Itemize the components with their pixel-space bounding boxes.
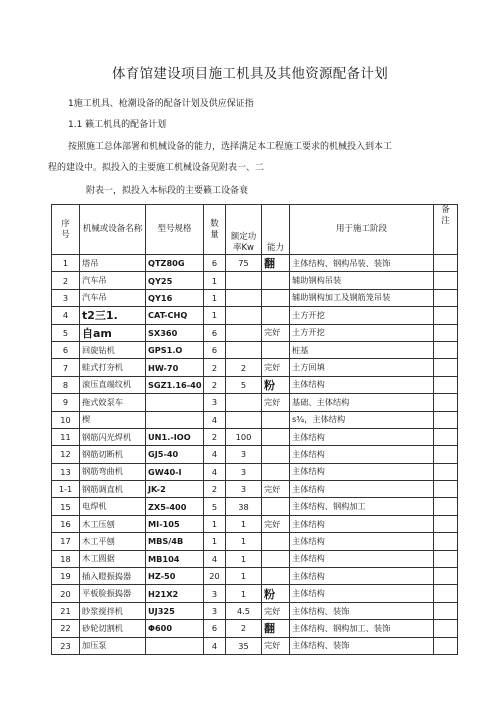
cell-model: QY25 (146, 272, 204, 289)
cell-remark (434, 394, 458, 411)
cell-stage: 主体结构、钢构加工 (290, 498, 434, 515)
header-qty: 数 量 (204, 205, 226, 255)
cell-remark (434, 533, 458, 550)
cell-name: 钢筋闪光焊机 (80, 428, 146, 445)
cell-stage: 桩基 (290, 341, 434, 358)
cell-model: JK-2 (146, 481, 204, 498)
cell-name: 自am (80, 324, 146, 341)
header-power: 额定功 率Kw (226, 205, 262, 255)
cell-capacity (262, 341, 290, 358)
cell-remark (434, 341, 458, 358)
cell-qty: 6 (204, 341, 226, 358)
cell-name: 木工平刨 (80, 533, 146, 550)
cell-name: t2三1. (80, 307, 146, 324)
cell-power (226, 341, 262, 358)
cell-name: 钢筋切断机 (80, 446, 146, 463)
cell-qty: 4 (204, 446, 226, 463)
cell-stage: 基础、主体结构 (290, 394, 434, 411)
cell-stage: 主体结构、钢构加工、装饰 (290, 620, 434, 637)
cell-model: H21X2 (146, 585, 204, 602)
table-row (52, 376, 458, 393)
cell-capacity (262, 289, 290, 306)
cell-seq: 16 (52, 515, 80, 532)
cell-stage: 主体结构 (290, 568, 434, 585)
cell-model (146, 411, 204, 428)
cell-power: 2 (226, 620, 262, 637)
page-title: 体育馆建设项目施工机具及其他资源配备计划 (112, 66, 388, 82)
cell-qty: 4 (204, 637, 226, 654)
cell-qty: 2 (204, 376, 226, 393)
cell-remark (434, 359, 458, 376)
cell-qty: 20 (204, 568, 226, 585)
cell-capacity: 完好 (262, 481, 290, 498)
cell-name: 拖式姣泵车 (80, 394, 146, 411)
cell-seq: 13 (52, 463, 80, 480)
cell-model: MI-105 (146, 515, 204, 532)
equipment-table (51, 204, 458, 655)
table-row (52, 568, 458, 585)
cell-remark (434, 324, 458, 341)
table-row (52, 481, 458, 498)
cell-name: 木工圆据 (80, 550, 146, 567)
cell-seq: 23 (52, 637, 80, 654)
cell-power (226, 307, 262, 324)
cell-capacity: 翻 (262, 255, 290, 272)
section-heading: 1施工机具、枪潮设备的配备计划及供应保证指 (68, 99, 254, 109)
cell-power (226, 324, 262, 341)
cell-name: 蛙式打夯机 (80, 359, 146, 376)
table-caption: 附表一，拟投入本标段的主要籁工设备衰 (86, 186, 249, 196)
cell-seq: 3 (52, 289, 80, 306)
cell-model: ZX5-400 (146, 498, 204, 515)
cell-seq: 5 (52, 324, 80, 341)
cell-qty: 1 (204, 533, 226, 550)
cell-remark (434, 515, 458, 532)
cell-capacity (262, 533, 290, 550)
cell-name: 楔 (80, 411, 146, 428)
cell-seq: 21 (52, 602, 80, 619)
cell-seq: 8 (52, 376, 80, 393)
cell-power: 3 (226, 446, 262, 463)
cell-model: SX360 (146, 324, 204, 341)
cell-name: 汽车吊 (80, 272, 146, 289)
cell-seq: 2 (52, 272, 80, 289)
header-name: 机械或设备名称 (80, 205, 146, 255)
cell-remark (434, 446, 458, 463)
cell-power: 100 (226, 428, 262, 445)
cell-power: 1 (226, 515, 262, 532)
cell-remark (434, 289, 458, 306)
cell-model: UJ325 (146, 602, 204, 619)
cell-capacity (262, 446, 290, 463)
cell-stage: 土方开挖 (290, 324, 434, 341)
table-row (52, 602, 458, 619)
cell-remark (434, 411, 458, 428)
cell-name: 木工压刨 (80, 515, 146, 532)
cell-power: 2 (226, 359, 262, 376)
table-row (52, 637, 458, 654)
cell-capacity: 完好 (262, 637, 290, 654)
cell-model: QY16 (146, 289, 204, 306)
cell-capacity (262, 411, 290, 428)
cell-model: QTZ80G (146, 255, 204, 272)
cell-power: 3 (226, 481, 262, 498)
cell-stage: 主体结构 (290, 515, 434, 532)
cell-model: HZ-50 (146, 568, 204, 585)
cell-seq: 6 (52, 341, 80, 358)
cell-model: SGZ1.16-40 (146, 376, 204, 393)
cell-qty: 2 (204, 481, 226, 498)
paragraph-line-2: 程的建设中。拟投入的主要施工机械设备见附表一、二 (48, 163, 265, 173)
cell-stage: 主体结构 (290, 550, 434, 567)
cell-model: CAT-CHQ (146, 307, 204, 324)
cell-seq: 1 (52, 255, 80, 272)
header-remark: 备 注 (434, 205, 458, 255)
cell-name: 平板脸振捣器 (80, 585, 146, 602)
table-row (52, 498, 458, 515)
table-header-row (52, 205, 458, 255)
cell-capacity: 粉 (262, 376, 290, 393)
cell-model: UN1.-IOO (146, 428, 204, 445)
header-capacity: 能力 (262, 205, 290, 255)
cell-seq: 18 (52, 550, 80, 567)
cell-stage: s¾，主体结构 (290, 411, 434, 428)
cell-remark (434, 376, 458, 393)
cell-seq: 9 (52, 394, 80, 411)
cell-seq: 12 (52, 446, 80, 463)
cell-power: 1 (226, 550, 262, 567)
cell-capacity: 完好 (262, 602, 290, 619)
table-row (52, 324, 458, 341)
cell-remark (434, 272, 458, 289)
cell-stage: 主体结构、装饰 (290, 637, 434, 654)
cell-stage: 主体结构 (290, 481, 434, 498)
cell-model (146, 637, 204, 654)
cell-qty: 6 (204, 255, 226, 272)
cell-power (226, 411, 262, 428)
cell-qty: 2 (204, 428, 226, 445)
cell-seq: 4 (52, 307, 80, 324)
cell-capacity (262, 550, 290, 567)
cell-power: 1 (226, 568, 262, 585)
cell-seq: 7 (52, 359, 80, 376)
cell-remark (434, 550, 458, 567)
cell-remark (434, 498, 458, 515)
cell-capacity (262, 463, 290, 480)
cell-name: 回旋钻机 (80, 341, 146, 358)
table-row (52, 272, 458, 289)
cell-remark (434, 481, 458, 498)
cell-stage: 辅助钢构吊装 (290, 272, 434, 289)
cell-seq: 17 (52, 533, 80, 550)
cell-seq: 1-1 (52, 481, 80, 498)
table-row (52, 585, 458, 602)
cell-model: GJ5-40 (146, 446, 204, 463)
table-row (52, 289, 458, 306)
cell-model: GW40-I (146, 463, 204, 480)
subsection-heading: 1.1 籁工机具的配备计划 (68, 120, 167, 130)
cell-qty: 6 (204, 620, 226, 637)
cell-stage: 主体结构 (290, 446, 434, 463)
cell-model (146, 394, 204, 411)
cell-power: 3 (226, 463, 262, 480)
cell-capacity: 完好 (262, 515, 290, 532)
cell-stage: 主体结构、装饰 (290, 602, 434, 619)
table-row (52, 255, 458, 272)
cell-qty: 1 (204, 289, 226, 306)
cell-name: 钢筋调直机 (80, 481, 146, 498)
cell-name: 电焊机 (80, 498, 146, 515)
table-row (52, 533, 458, 550)
cell-remark (434, 307, 458, 324)
cell-power: 5 (226, 376, 262, 393)
cell-qty: 1 (204, 272, 226, 289)
cell-name: 加压泵 (80, 637, 146, 654)
cell-model: HW-70 (146, 359, 204, 376)
table-row (52, 428, 458, 445)
cell-capacity: 翻 (262, 620, 290, 637)
cell-qty: 4 (204, 411, 226, 428)
cell-power (226, 394, 262, 411)
cell-power: 4.5 (226, 602, 262, 619)
cell-qty: 1 (204, 515, 226, 532)
cell-capacity: 完好 (262, 394, 290, 411)
cell-remark (434, 585, 458, 602)
cell-seq: 20 (52, 585, 80, 602)
table-row (52, 446, 458, 463)
cell-qty: 3 (204, 602, 226, 619)
cell-qty: 6 (204, 324, 226, 341)
cell-capacity (262, 307, 290, 324)
cell-name: 汽车吊 (80, 289, 146, 306)
header-seq: 序 号 (52, 205, 80, 255)
cell-name: 钢筋弯曲机 (80, 463, 146, 480)
cell-capacity (262, 498, 290, 515)
cell-power: 35 (226, 637, 262, 654)
cell-stage: 土方回填 (290, 359, 434, 376)
cell-name: 眇浆搅拌机 (80, 602, 146, 619)
cell-capacity: 完好 (262, 324, 290, 341)
cell-power: 1 (226, 585, 262, 602)
cell-stage: 主体结构 (290, 533, 434, 550)
table-row (52, 341, 458, 358)
cell-qty: 4 (204, 463, 226, 480)
cell-qty: 3 (204, 585, 226, 602)
cell-stage: 主体结构 (290, 428, 434, 445)
table-row (52, 463, 458, 480)
cell-stage: 主体结构 (290, 585, 434, 602)
header-model: 型号规格 (146, 205, 204, 255)
cell-capacity (262, 428, 290, 445)
cell-seq: 10 (52, 411, 80, 428)
cell-remark (434, 620, 458, 637)
paragraph-line-1: 按照施工总体部署和机械设备的能力，选择满足本工程施工要求的机械投入到本工 (68, 142, 393, 152)
cell-power (226, 272, 262, 289)
cell-name: 砂轮切割机 (80, 620, 146, 637)
cell-remark (434, 463, 458, 480)
cell-remark (434, 428, 458, 445)
cell-power: 1 (226, 533, 262, 550)
cell-qty: 2 (204, 359, 226, 376)
cell-capacity (262, 272, 290, 289)
cell-capacity (262, 568, 290, 585)
cell-model: Φ600 (146, 620, 204, 637)
table-row (52, 411, 458, 428)
cell-stage: 辅助钢构加工及钢筋笼吊装 (290, 289, 434, 306)
table-row (52, 620, 458, 637)
cell-seq: 22 (52, 620, 80, 637)
cell-qty: 4 (204, 550, 226, 567)
table-row (52, 307, 458, 324)
cell-stage: 土方开挖 (290, 307, 434, 324)
cell-remark (434, 602, 458, 619)
cell-model: MBS/4B (146, 533, 204, 550)
cell-stage: 主体结构 (290, 376, 434, 393)
cell-name: 插入瞪振捣器 (80, 568, 146, 585)
cell-stage: 主体结构、钢构吊装、装饰 (290, 255, 434, 272)
cell-seq: 15 (52, 498, 80, 515)
cell-power (226, 289, 262, 306)
cell-power: 38 (226, 498, 262, 515)
cell-remark (434, 568, 458, 585)
table-row (52, 515, 458, 532)
cell-remark (434, 637, 458, 654)
cell-model: MB104 (146, 550, 204, 567)
cell-capacity: 粉 (262, 585, 290, 602)
table-row (52, 359, 458, 376)
header-stage: 用于施工阶段 (290, 205, 434, 255)
cell-qty: 3 (204, 394, 226, 411)
cell-model: GPS1.O (146, 341, 204, 358)
cell-power: 75 (226, 255, 262, 272)
cell-remark (434, 255, 458, 272)
cell-name: 塔吊 (80, 255, 146, 272)
table-row (52, 550, 458, 567)
cell-qty: 1 (204, 307, 226, 324)
cell-seq: 19 (52, 568, 80, 585)
cell-stage: 主体结构 (290, 463, 434, 480)
cell-capacity: 完好 (262, 359, 290, 376)
cell-seq: 11 (52, 428, 80, 445)
cell-qty: 5 (204, 498, 226, 515)
table-row (52, 394, 458, 411)
cell-name: 滚压直端纹机 (80, 376, 146, 393)
